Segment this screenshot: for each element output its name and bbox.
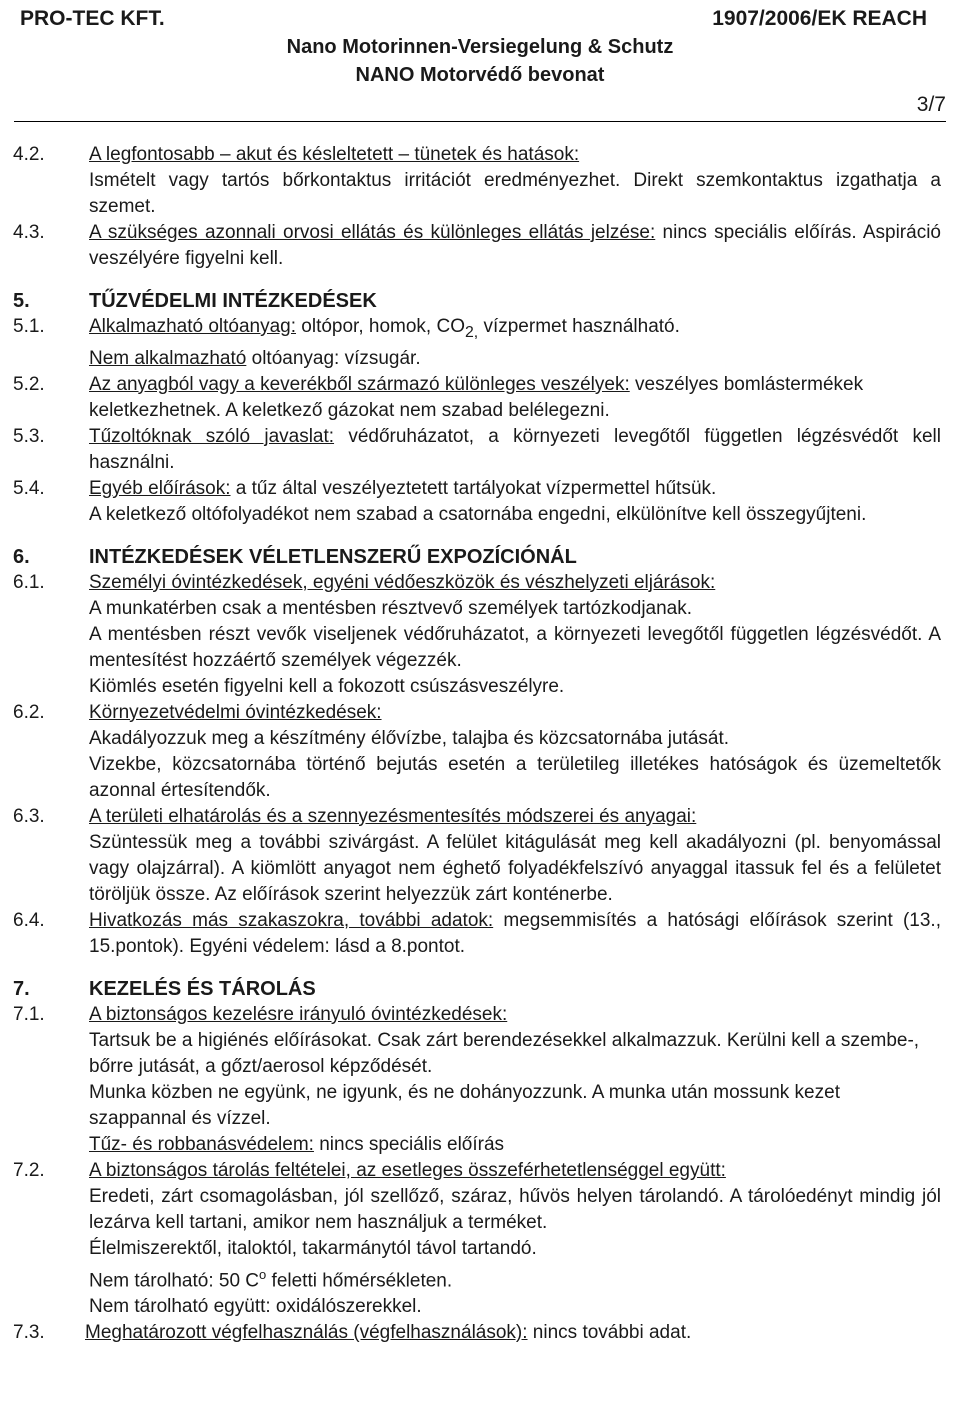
section-body: A mentésben részt vevők viseljenek védőruházatot, a környezeti levegőtől független légzésvédőt. A mentesítést hozzáértő személyek végezzék. xyxy=(89,623,941,671)
section-text xyxy=(89,804,941,908)
section-number: 4.2. xyxy=(13,144,45,165)
section-7-heading xyxy=(0,976,960,1002)
section-text xyxy=(89,220,941,272)
section-6-heading xyxy=(0,544,960,570)
section-5-2 xyxy=(0,372,960,424)
section-number: 6.2. xyxy=(13,701,45,723)
section-body: A keletkező oltófolyadékot nem szabad a csatornába engedni, elkülönítve kell összegyűjteni. xyxy=(89,503,867,525)
section-body: Eredeti, zárt csomagolásban, jól szellőző, száraz, hűvös helyen tárolandó. A tárolóedényt mindig jól lezárva kell tartani, amikor nem használjuk a terméket. xyxy=(89,1185,941,1233)
section-body: Munka közben ne együnk, ne igyunk, és ne dohányozzunk. A munka után mossunk kezet szappannal és vízzel. xyxy=(89,1081,840,1129)
section-text xyxy=(89,372,941,424)
section-title: Hivatkozás más szakaszokra, további adatok: xyxy=(89,909,494,931)
regulation-reference: 1907/2006/EK REACH xyxy=(712,7,927,30)
section-title: Környezetvédelmi óvintézkedések: xyxy=(89,701,382,723)
section-title: A szükséges azonnali orvosi ellátás és különleges ellátás jelzése: xyxy=(89,222,656,243)
section-number: 7.2. xyxy=(13,1159,45,1181)
section-title: A biztonságos kezelésre irányuló óvintézkedések: xyxy=(89,1003,508,1025)
section-5-3 xyxy=(0,424,960,476)
section-body: feletti hőmérsékleten. xyxy=(266,1270,453,1292)
section-title: Tűzoltóknak szóló javaslat: xyxy=(89,425,335,447)
company-name: PRO-TEC KFT. xyxy=(20,7,165,30)
page-header xyxy=(0,0,960,120)
section-title: Meghatározott végfelhasználás (végfelhasználások): xyxy=(85,1322,528,1344)
section-text xyxy=(89,1158,941,1320)
section-body: a tűz által veszélyeztetett tartályokat vízpermettel hűtsük. xyxy=(230,477,717,499)
section-number: 4.3. xyxy=(13,222,45,243)
section-body: nincs speciális előírás. Aspiráció veszélyére figyelni kell. xyxy=(89,222,941,269)
section-text xyxy=(89,1002,941,1158)
section-number: 7.1. xyxy=(13,1003,45,1025)
page-number: 3/7 xyxy=(916,93,946,116)
section-text xyxy=(89,424,941,476)
section-text xyxy=(85,1320,937,1346)
section-text xyxy=(89,142,941,220)
section-number: 7.3. xyxy=(13,1322,45,1344)
section-text xyxy=(89,570,941,700)
section-5-heading xyxy=(0,288,960,314)
section-body: oltóanyag: vízsugár. xyxy=(246,347,421,369)
header-divider xyxy=(14,121,946,122)
section-title: A legfontosabb – akut és késleltetett – tünetek és hatások: xyxy=(89,144,580,165)
superscript: o xyxy=(259,1266,267,1282)
section-body: Szüntessük meg a további szivárgást. A felület kitágulását meg kell akadályozni (pl. benyomással vagy olajzárral). A kiömlött anyagot nem éghető folyadékfelszívó anyaggal itassuk fel és a felületet töröljük össze. Az előírások szerint helyezzük zárt konténerbe. xyxy=(89,831,941,905)
section-heading: KEZELÉS ÉS TÁROLÁS xyxy=(89,977,316,1000)
section-text xyxy=(89,476,941,528)
section-body: nincs további adat. xyxy=(527,1322,692,1344)
section-6-3 xyxy=(0,804,960,908)
section-body: Ismételt vagy tartós bőrkontaktus irritációt eredményezhet. Direkt szemkontaktus izgathatja a szemet. xyxy=(89,170,941,217)
section-6-4 xyxy=(0,908,960,960)
section-number: 5.1. xyxy=(13,316,45,337)
section-body: Vizekbe, közcsatornába történő bejutás esetén a területileg illetékes hatóságok és üzemeltetők azonnal értesítendők. xyxy=(89,753,941,801)
section-6-2 xyxy=(0,700,960,804)
product-name-hungarian: NANO Motorvédő bevonat xyxy=(355,64,605,86)
section-body: vízpermet használható. xyxy=(478,316,680,337)
section-body: Élelmiszerektől, italoktól, takarmánytól távol tartandó. xyxy=(89,1237,537,1259)
section-5-1 xyxy=(0,314,960,372)
section-number: 5.2. xyxy=(13,373,45,395)
section-text xyxy=(89,314,941,372)
section-body: védőruházatot, a környezeti levegőtől független légzésvédőt kell használni. xyxy=(89,425,941,473)
section-number: 6.4. xyxy=(13,909,45,931)
section-body: Nem tárolható együtt: oxidálószerekkel. xyxy=(89,1296,422,1318)
section-body: Akadályozzuk meg a készítmény élővízbe, talajba és közcsatornába jutását. xyxy=(89,727,730,749)
section-number: 6.1. xyxy=(13,571,45,593)
section-number: 5.4. xyxy=(13,477,45,499)
section-title: Egyéb előírások: xyxy=(89,477,231,499)
section-title: A területi elhatárolás és a szennyezésmentesítés módszerei és anyagai: xyxy=(89,805,697,827)
section-5-4 xyxy=(0,476,960,528)
section-body: Nem tárolható: 50 C xyxy=(89,1270,260,1292)
section-text xyxy=(89,908,941,960)
section-body: Kiömlés esetén figyelni kell a fokozott csúszásveszélyre. xyxy=(89,675,565,697)
section-title: Nem alkalmazható xyxy=(89,347,247,369)
section-title: Alkalmazható oltóanyag: xyxy=(89,316,297,337)
section-7-2 xyxy=(0,1158,960,1320)
section-text xyxy=(89,700,941,804)
section-body: megsemmisítés a hatósági előírások szerint (13., 15.pontok). Egyéni védelem: lásd a 8.pontot. xyxy=(89,909,941,957)
section-4-2 xyxy=(0,142,960,220)
section-body: A munkatérben csak a mentésben résztvevő személyek tartózkodjanak. xyxy=(89,597,693,619)
section-7-1 xyxy=(0,1002,960,1158)
section-4-3 xyxy=(0,220,960,272)
section-title: Az anyagból vagy a keverékből származó különleges veszélyek: xyxy=(89,373,630,395)
section-number: 5. xyxy=(13,290,30,312)
section-number: 6.3. xyxy=(13,805,45,827)
section-title: Tűz- és robbanásvédelem: xyxy=(89,1133,314,1155)
section-title: Személyi óvintézkedések, egyéni védőeszközök és vészhelyzeti eljárások: xyxy=(89,571,716,593)
section-body: oltópor, homok, CO xyxy=(296,316,465,337)
section-body: veszélyes bomlástermékek keletkezhetnek. A keletkező gázokat nem szabad belélegezni. xyxy=(89,373,864,421)
section-6-1 xyxy=(0,570,960,700)
section-heading: TŰZVÉDELMI INTÉZKEDÉSEK xyxy=(89,290,377,312)
section-body: Tartsuk be a higiénés előírásokat. Csak zárt berendezésekkel alkalmazzuk. Kerülni kell a szembe-, bőrre jutását, a gőzt/aerosol képződését. xyxy=(89,1029,920,1077)
document-body xyxy=(0,142,960,1346)
section-number: 6. xyxy=(13,545,30,568)
section-7-3 xyxy=(0,1320,960,1346)
section-body: nincs speciális előírás xyxy=(313,1133,505,1155)
section-title: A biztonságos tárolás feltételei, az esetleges összeférhetetlenséggel együtt: xyxy=(89,1159,726,1181)
section-heading: INTÉZKEDÉSEK VÉLETLENSZERŰ EXPOZÍCIÓNÁL xyxy=(89,545,577,568)
subscript: 2, xyxy=(464,323,479,341)
product-name-german: Nano Motorinnen-Versiegelung & Schutz xyxy=(286,36,674,58)
section-number: 5.3. xyxy=(13,425,45,447)
section-number: 7. xyxy=(13,977,30,1000)
